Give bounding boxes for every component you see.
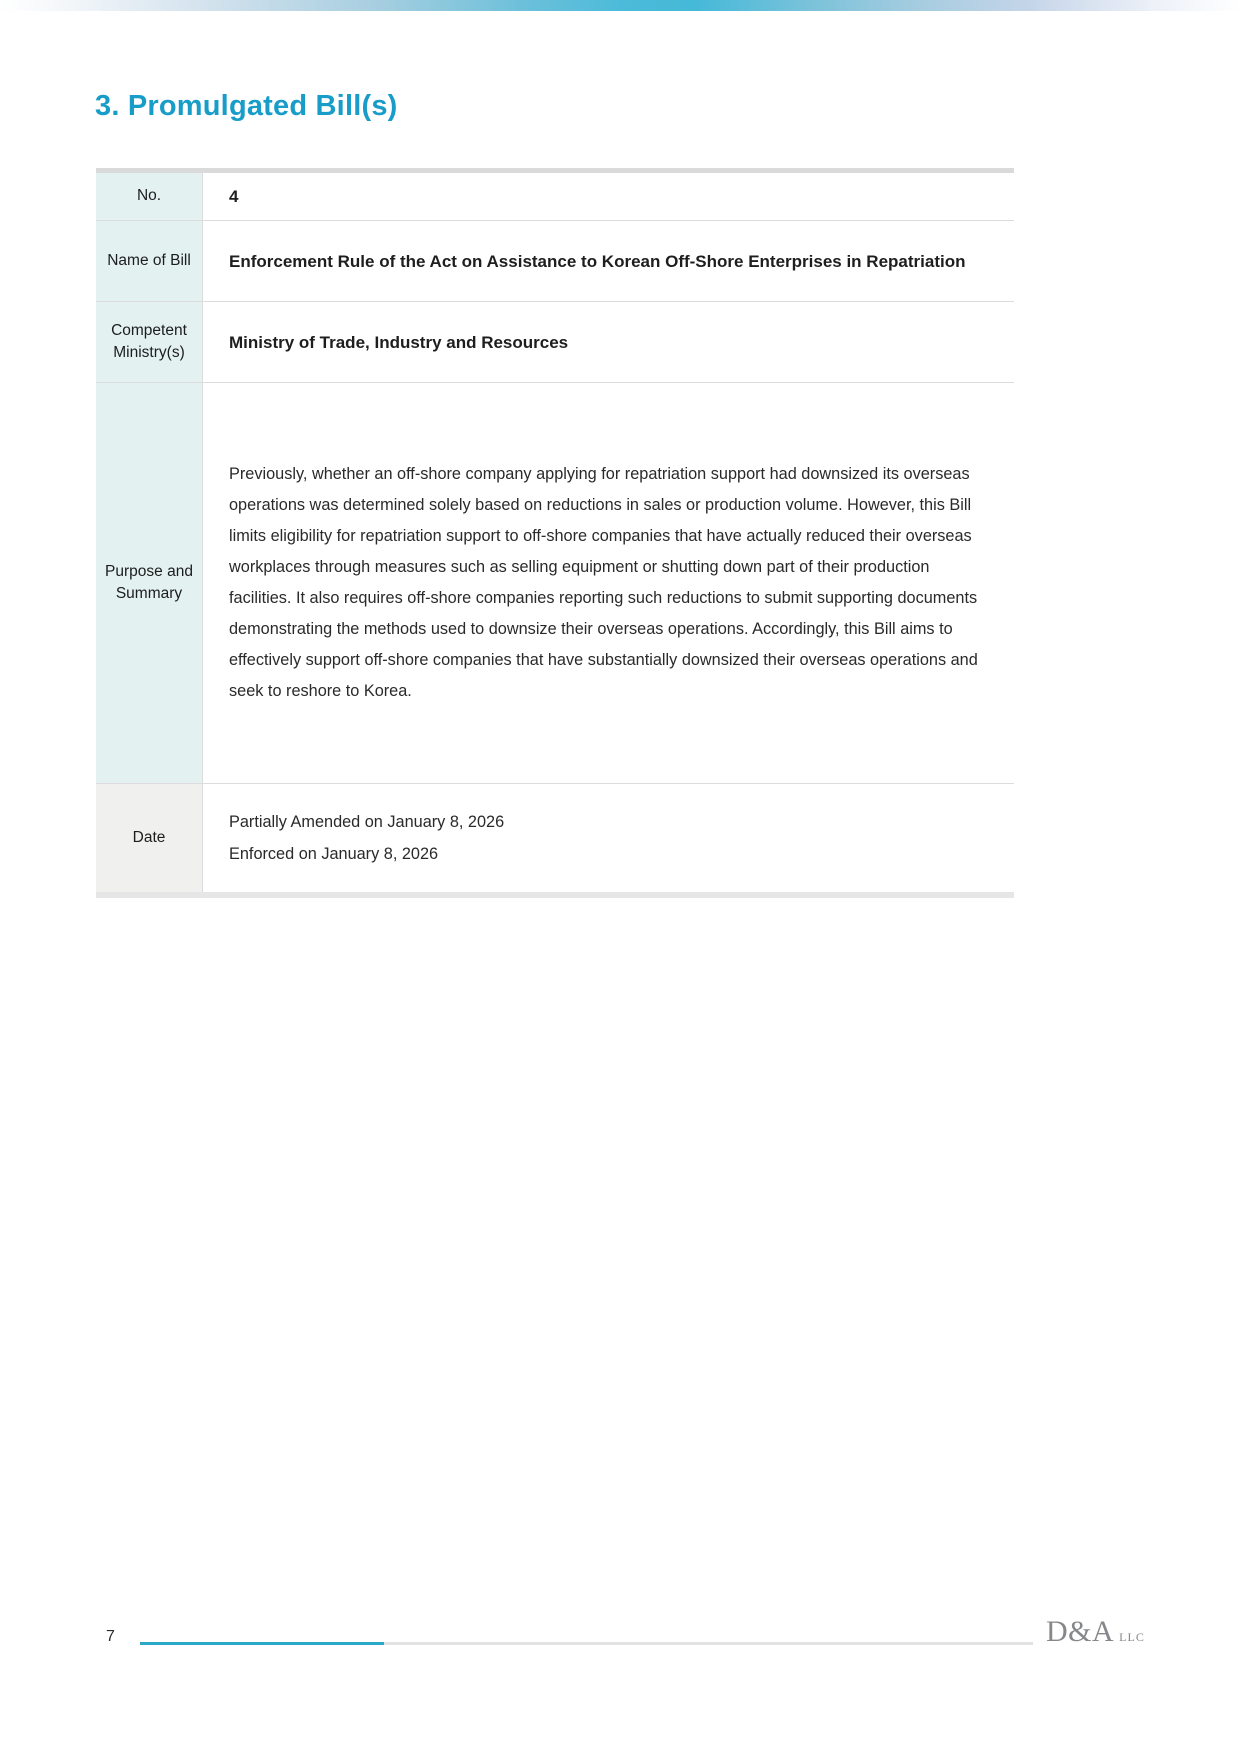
row-label-purpose-summary: Purpose and Summary (96, 383, 203, 783)
date-line-enforced: Enforced on January 8, 2026 (229, 845, 439, 864)
page-number: 7 (106, 1628, 115, 1645)
footer-divider-teal-segment (140, 1642, 384, 1645)
row-label-competent-ministry: Competent Ministry(s) (96, 302, 203, 382)
company-logo (1046, 1615, 1206, 1649)
section-title: 3. Promulgated Bill(s) (95, 90, 398, 122)
company-logo-text: D&A (1046, 1615, 1115, 1648)
row-value-competent-ministry: Ministry of Trade, Industry and Resources (229, 332, 569, 352)
row-value-no: 4 (229, 187, 239, 206)
table-row-date (96, 784, 1014, 892)
footer-divider-gray-segment (384, 1642, 1033, 1645)
table-row-competent-ministry (96, 302, 1014, 383)
date-line-amended: Partially Amended on January 8, 2026 (229, 813, 505, 832)
row-label-date: Date (96, 784, 203, 892)
company-logo-suffix: LLC (1119, 1630, 1145, 1644)
top-gradient-bar (0, 0, 1241, 11)
row-value-name-of-bill: Enforcement Rule of the Act on Assistance to Korean Off-Shore Enterprises in Repatriation (229, 251, 966, 271)
table-row-no (96, 173, 1014, 221)
footer-divider (140, 1642, 1033, 1645)
table-row-name-of-bill (96, 221, 1014, 302)
table-row-purpose-summary (96, 383, 1014, 784)
row-label-no: No. (96, 173, 203, 220)
row-label-name-of-bill: Name of Bill (96, 221, 203, 301)
row-value-purpose-summary: Previously, whether an off-shore company applying for repatriation support had downsized its overseas operations was determined solely based on reductions in sales or production volume. However, this Bill limits eligibility for repatriation support to off-shore companies that have actually reduced their overseas workplaces through measures such as selling equipment or shutting down part of their production facilities. It also requires off-shore companies reporting such reductions to submit supporting documents demonstrating the methods used to downsize their overseas operations. Accordingly, this Bill aims to effectively support off-shore companies that have substantially downsized their overseas operations and seek to reshore to Korea. (229, 465, 978, 701)
bill-table (96, 168, 1014, 898)
